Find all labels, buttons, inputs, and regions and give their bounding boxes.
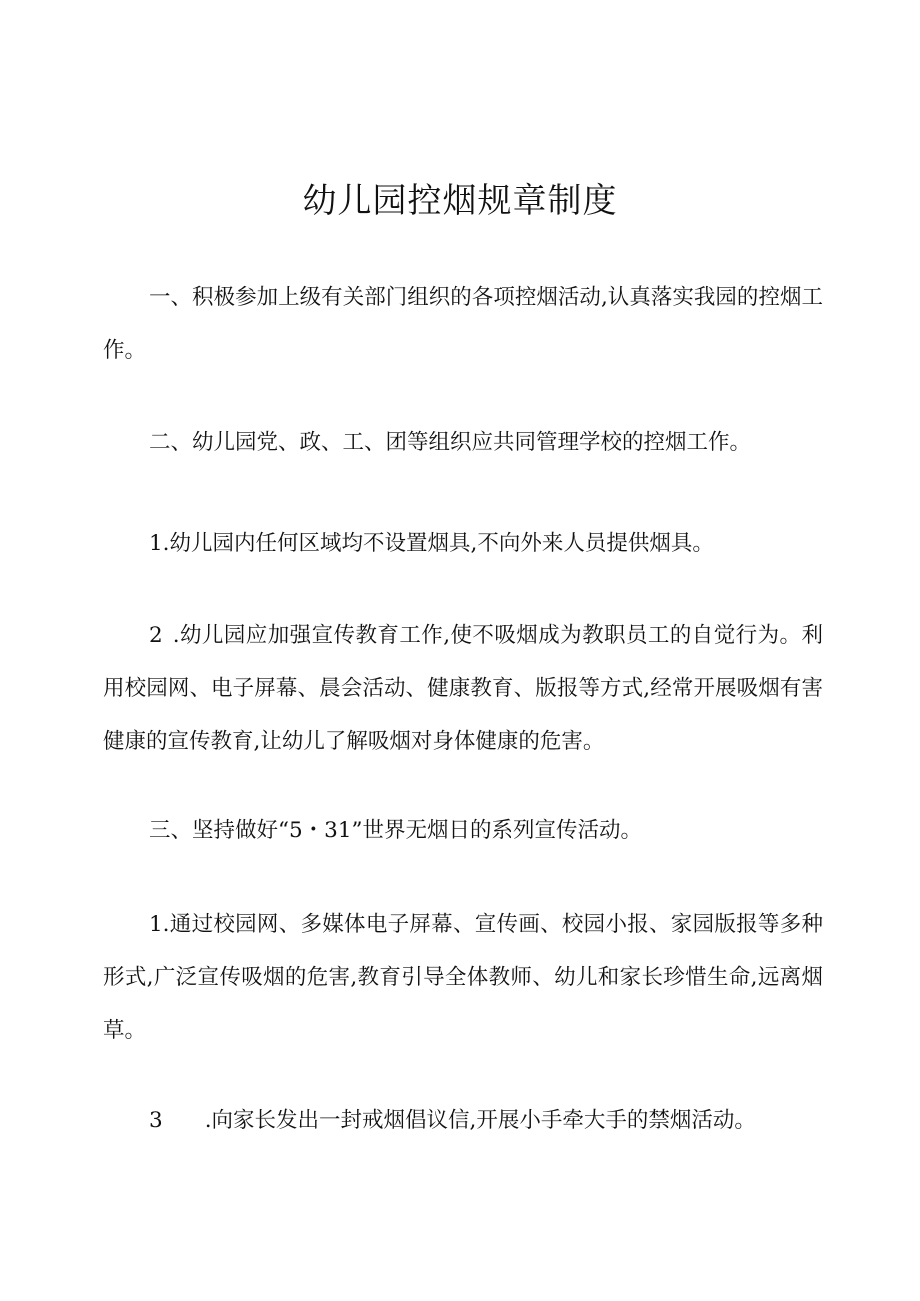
paragraph-3: 1.幼儿园内任何区域均不设置烟具,不向外来人员提供烟具。 <box>149 531 714 556</box>
paragraph-2: 二、幼儿园党、政、工、团等组织应共同管理学校的控烟工作。 <box>149 430 752 455</box>
paragraph-6: 1.通过校园网、多媒体电子屏幕、宣传画、校园小报、家园版报等多种形式,广泛宣传吸烟的危害,教育引导全体教师、幼儿和家长珍惜生命,远离烟草。 <box>103 912 823 1043</box>
paragraph-7-text: .向家长发出一封戒烟倡议信,开展小手牵大手的禁烟活动。 <box>204 1108 756 1133</box>
paragraph-5: 三、坚持做好“5・31”世界无烟日的系列宣传活动。 <box>149 818 643 843</box>
paragraph-4-text: .幼儿园应加强宣传教育工作,使不吸烟成为教职员工的自觉行为。利用校园网、电子屏幕、晨会活动、健康教育、版报等方式,经常开展吸烟有害健康的宣传教育,让幼儿了解吸烟对身体健康的危害。 <box>103 623 823 754</box>
paragraph-7 <box>103 1094 823 1147</box>
paragraph-1: 一、积极参加上级有关部门组织的各项控烟活动,认真落实我园的控烟工作。 <box>103 285 823 363</box>
paragraph-7-number: 3 <box>149 1108 163 1133</box>
paragraph-4-number: 2 <box>149 623 163 648</box>
paragraph-4 <box>103 609 823 768</box>
document-title: 幼儿园控烟规章制度 <box>302 181 618 221</box>
